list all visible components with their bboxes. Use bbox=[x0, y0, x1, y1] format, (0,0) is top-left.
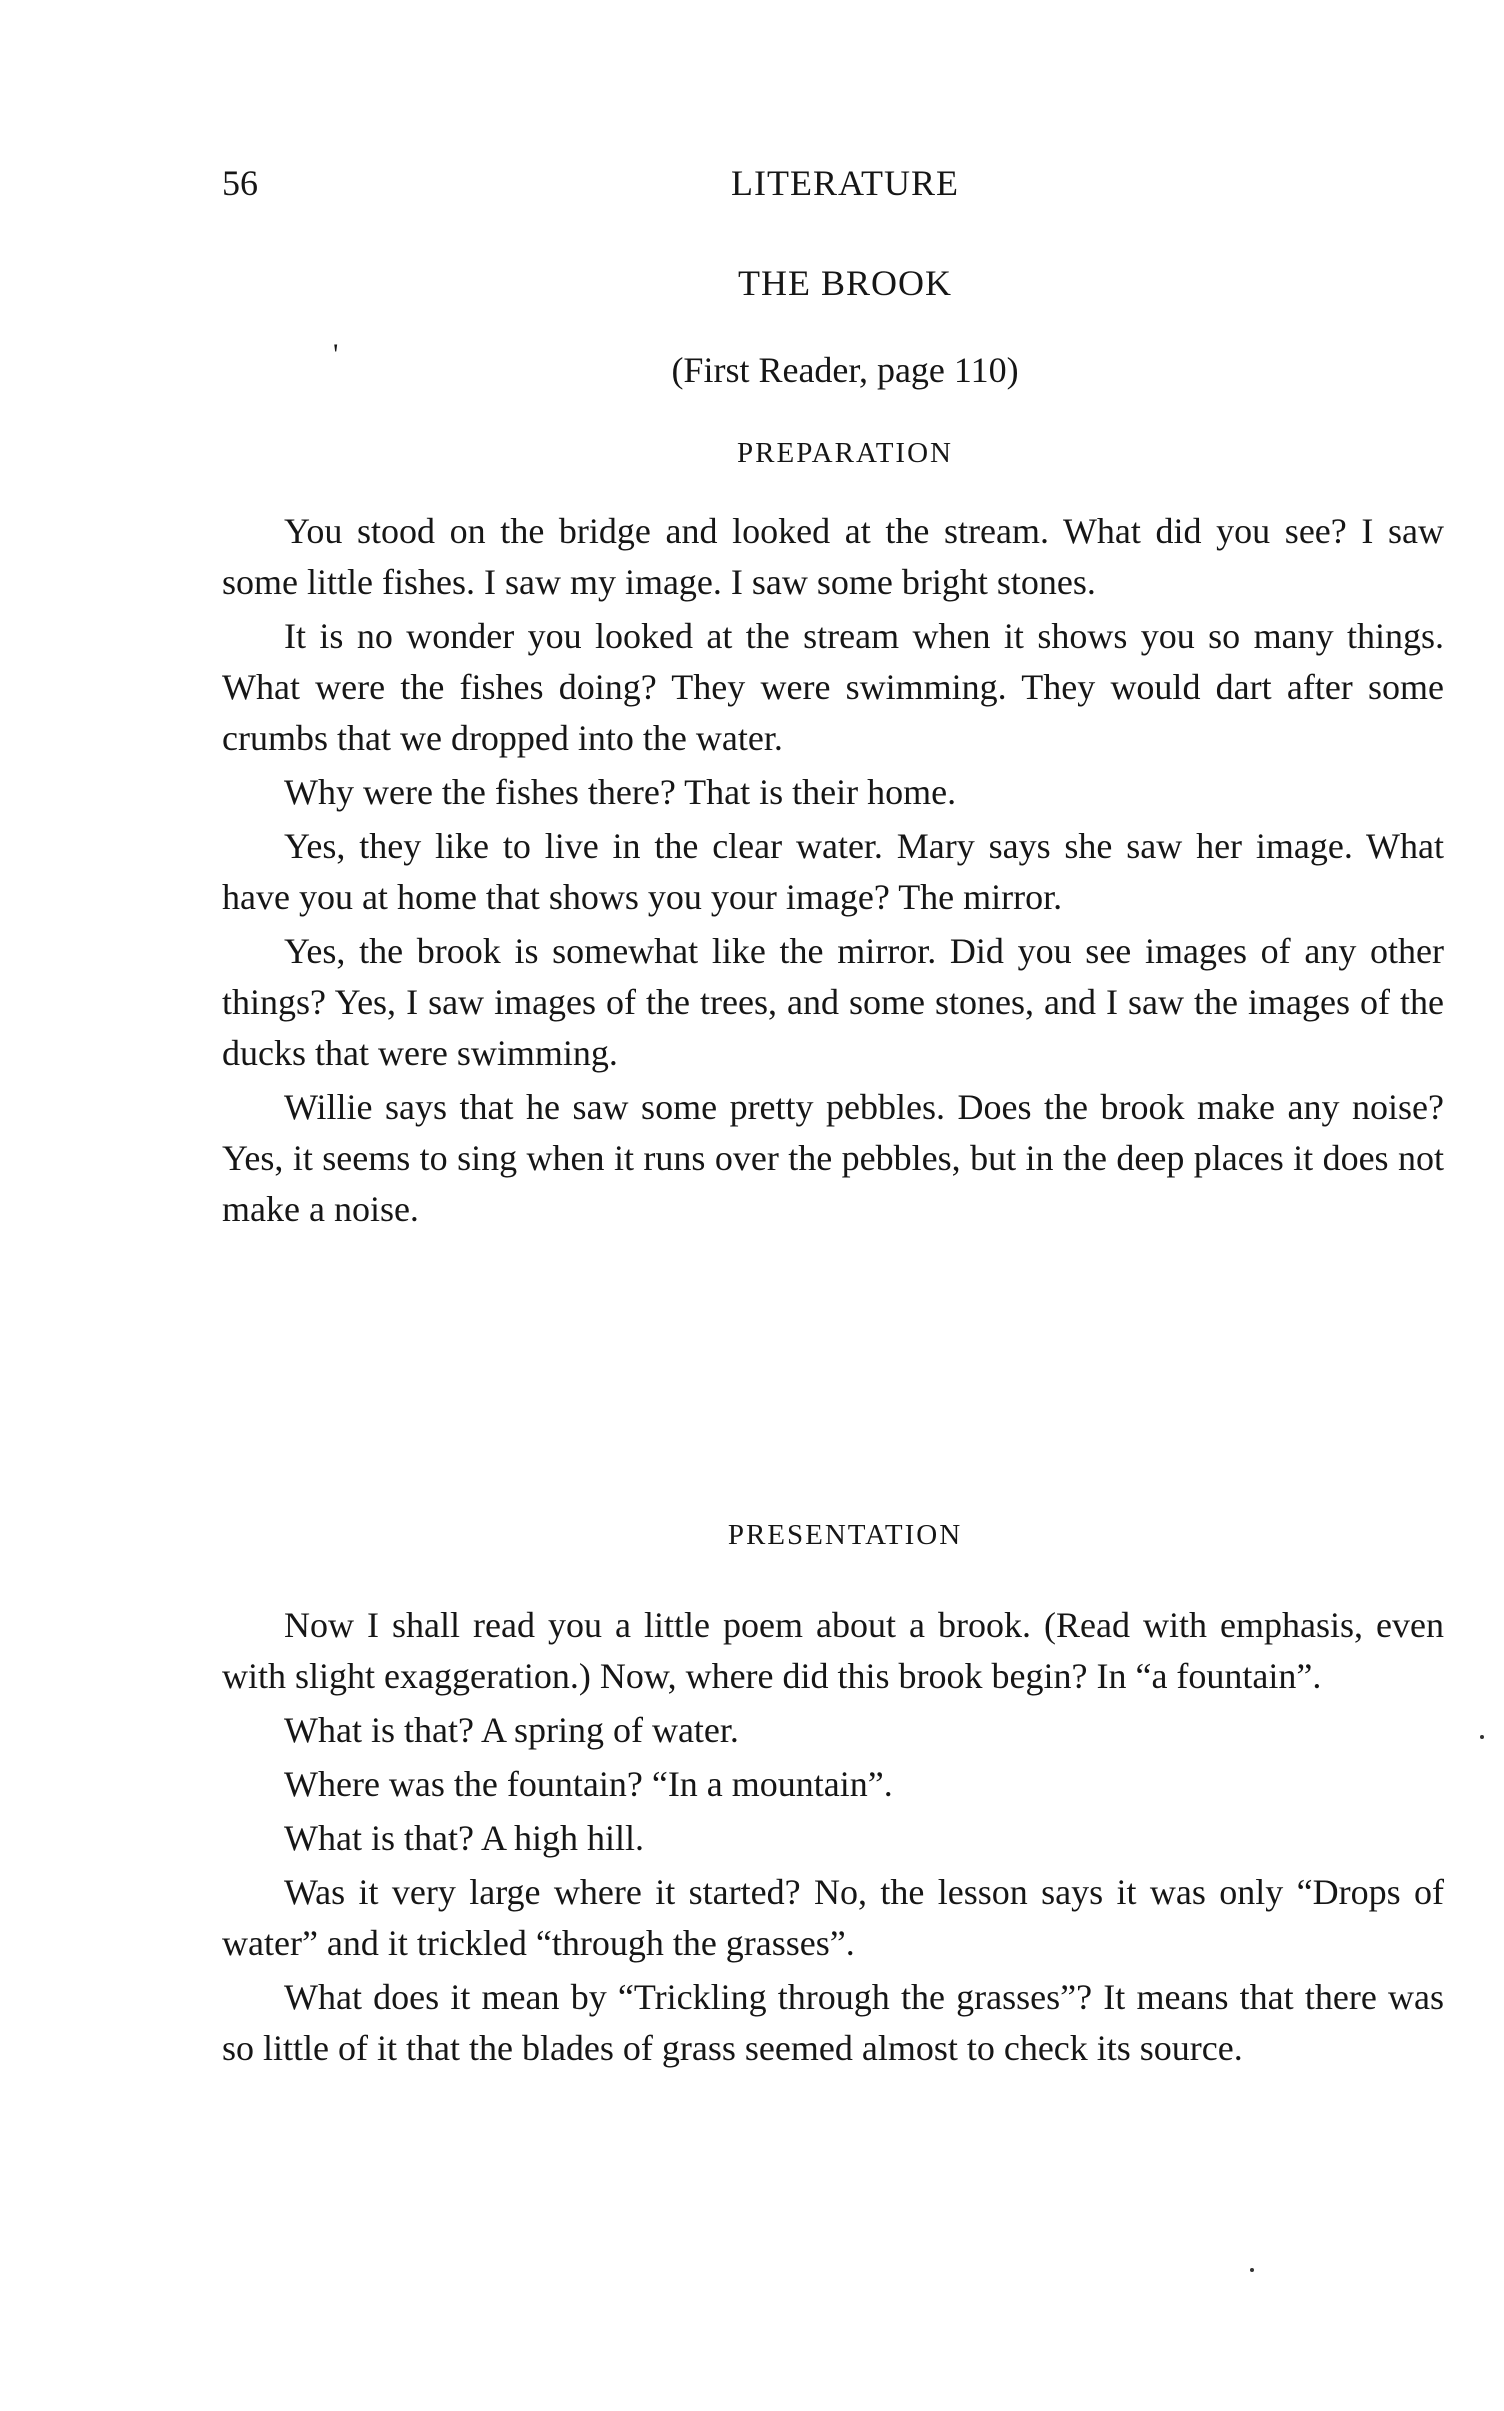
page-number: 56 bbox=[222, 163, 258, 203]
paragraph: Willie says that he saw some pretty pebbles. Does the brook make any noise? Yes, it seems to sing when it runs over the pebbles, but in the deep places it does not make a noise. bbox=[222, 1087, 1444, 1229]
paragraph: What does it mean by “Trickling through the grasses”? It means that there was so little of it that the blades of grass seemed almost to check its source. bbox=[222, 1977, 1444, 2068]
paper-speck bbox=[1480, 1735, 1484, 1739]
lesson-title: THE BROOK bbox=[738, 263, 952, 303]
paper-speck bbox=[1250, 2268, 1254, 2272]
paragraph: Yes, the brook is somewhat like the mirror. Did you see images of any other things? Yes, I saw images of the trees, and some stones, and I saw the images of the ducks that were swimming. bbox=[222, 931, 1444, 1073]
paragraph: Where was the fountain? “In a mountain”. bbox=[284, 1764, 893, 1804]
paragraph: Now I shall read you a little poem about a brook. (Read with emphasis, even with slight exaggeration.) Now, where did this brook begin? In “a fountain”. bbox=[222, 1605, 1444, 1696]
paragraph: Why were the fishes there? That is their home. bbox=[284, 772, 957, 812]
running-title: LITERATURE bbox=[731, 163, 959, 203]
preparation-heading: PREPARATION bbox=[737, 437, 953, 469]
paragraph: It is no wonder you looked at the stream when it shows you so many things. What were the fishes doing? They were swimming. They would dart after some crumbs that we dropped into the water. bbox=[222, 616, 1444, 758]
running-head bbox=[222, 158, 1444, 208]
stray-print-mark: ' bbox=[333, 338, 339, 371]
paragraph: What is that? A high hill. bbox=[284, 1818, 644, 1858]
preparation-body bbox=[222, 506, 1444, 1238]
presentation-body bbox=[222, 1600, 1444, 2077]
presentation-heading: PRESENTATION bbox=[727, 1519, 963, 1551]
paragraph: Yes, they like to live in the clear water. Mary says she saw her image. What have you at home that shows you your image? The mirror. bbox=[222, 826, 1444, 917]
paragraph: You stood on the bridge and looked at the stream. What did you see? I saw some little fishes. I saw my image. I saw some bright stones. bbox=[222, 511, 1444, 602]
paragraph: Was it very large where it started? No, the lesson says it was only “Drops of water” and it trickled “through the grasses”. bbox=[222, 1872, 1444, 1963]
lesson-subtitle: (First Reader, page 110) bbox=[671, 350, 1019, 390]
paragraph: What is that? A spring of water. bbox=[284, 1710, 739, 1750]
